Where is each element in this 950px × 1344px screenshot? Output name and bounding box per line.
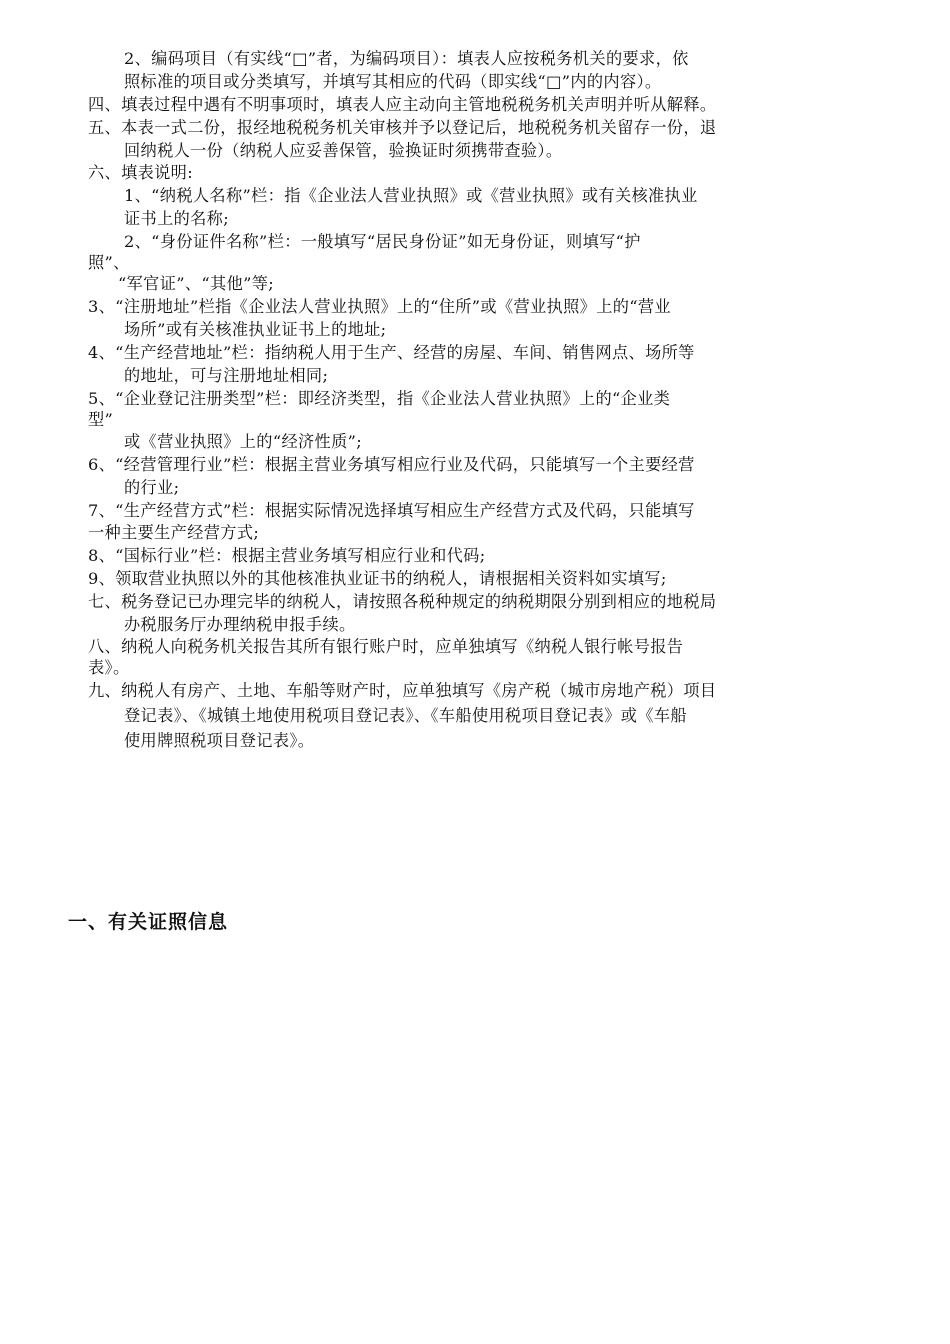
instruction-line: 七、税务登记已办理完毕的纳税人，请按照各税种规定的纳税期限分别到相应的地税局 [88,592,717,611]
instruction-line: 或《营业执照》上的“经济性质”; [124,432,363,451]
instruction-line: 九、纳税人有房产、土地、车船等财产时，应单独填写《房产税（城市房地产税）项目 [88,681,717,700]
instruction-line: 回纳税人一份（纳税人应妥善保管，验换证时须携带查验）。 [124,141,563,160]
instruction-line: 5、“企业登记注册类型”栏：即经济类型，指《企业法人营业执照》上的“企业类 [88,389,671,408]
instruction-line: 2、编码项目（有实线“□”者，为编码项目）：填表人应按税务机关的要求，依 [124,49,689,68]
instruction-line: 场所”或有关核准执业证书上的地址; [124,320,387,339]
instruction-line: “军官证”、“其他”等; [118,274,275,293]
section-heading: 一、有关证照信息 [68,911,229,933]
instruction-line: 7、“生产经营方式”栏：根据实际情况选择填写相应生产经营方式及代码，只能填写 [88,501,695,520]
instruction-line: 登记表》、《城镇土地使用税项目登记表》、《车船使用税项目登记表》或《车船 [124,706,687,725]
instruction-line: 四、填表过程中遇有不明事项时，填表人应主动向主管地税税务机关声明并听从解释。 [88,95,717,114]
instruction-line: 型” [88,410,114,429]
instruction-line: 使用牌照税项目登记表》。 [124,731,315,750]
instruction-line: 八、纳税人向税务机关报告其所有银行账户时，应单独填写《纳税人银行帐号报告 [88,637,684,656]
instruction-line: 3、“注册地址”栏指《企业法人营业执照》上的“住所”或《营业执照》上的“营业 [88,297,671,316]
instruction-line: 9、领取营业执照以外的其他核准执业证书的纳税人，请根据相关资料如实填写; [88,569,667,588]
instruction-line: 2、“身份证件名称”栏：一般填写“居民身份证”如无身份证，则填写“护 [124,232,641,251]
instruction-line: 一种主要生产经营方式; [88,523,260,542]
instruction-line: 4、“生产经营地址”栏：指纳税人用于生产、经营的房屋、车间、销售网点、场所等 [88,343,695,362]
instruction-line: 8、“国标行业”栏：根据主营业务填写相应行业和代码; [88,546,486,565]
instruction-line: 办税服务厅办理纳税申报手续。 [124,615,356,634]
instruction-line: 五、本表一式二份，报经地税税务机关审核并予以登记后，地税税务机关留存一份，退 [88,118,717,137]
instruction-line: 的行业; [124,478,180,497]
instruction-line: 六、填表说明: [88,163,194,182]
instruction-line: 6、“经营管理行业”栏：根据主营业务填写相应行业及代码，只能填写一个主要经营 [88,455,695,474]
instruction-line: 照标准的项目或分类填写，并填写其相应的代码（即实线“□”内的内容）。 [124,72,662,91]
instruction-line: 1、“纳税人名称”栏：指《企业法人营业执照》或《营业执照》或有关核准执业 [124,186,698,205]
instruction-line: 照”、 [88,253,130,272]
instruction-line: 表》。 [88,658,130,677]
instruction-line: 证书上的名称; [124,209,230,228]
instruction-line: 的地址，可与注册地址相同; [124,366,329,385]
